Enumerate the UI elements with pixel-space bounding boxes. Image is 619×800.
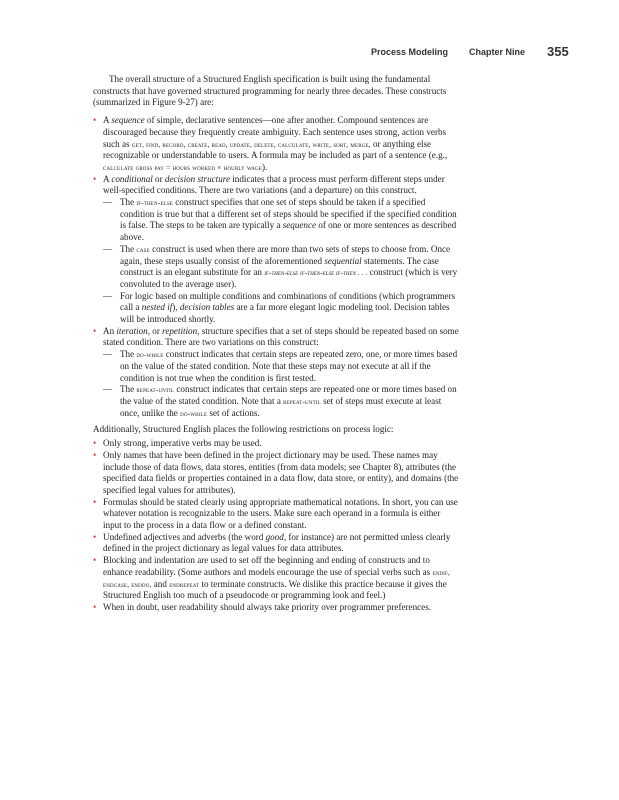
restriction-item: • Only strong, imperative verbs may be used. [93,438,459,450]
construct-iteration: • An iteration, or repetition, structure specifies that a set of steps should be repeated based on some stated condition. There are two variations on this construct: — The do-while construct indicates that certain steps are repeated zero, one, or more times based on the value of the stated condition. Note that these steps may not execute at all if the condition is not true when the condition is first tested. — The repeat-until construct indicates that certain steps are repeated one or more times based on the value of the stated condition. Note that a repeat-until set of steps must execute at least once, unlike the do-while set of actions. [93,326,459,420]
restrictions-list [93,438,459,614]
restriction-item: • When in doubt, user readability should always take priority over programmer preferences. [93,602,459,614]
construct-conditional: • A conditional or decision structure indicates that a process must perform different steps under well-specified conditions. There are two variations (and a departure) on this construct. — The if-then-else construct specifies that one set of steps should be taken if a specified condition is true but that a different set of steps should be specified if the specified condition is false. The steps to be taken are typically a sequence of one or more sentences as described above. — The case construct is used when there are more than two sets of steps to choose from. Once again, these steps usually consist of the aforementioned sequential statements. The case construct is an elegant substitute for an if-then-else if-then-else if-then . . . construct (which is very convoluted to the average user). — For logic based on multiple conditions and combinations of conditions (which programmers call a nested if), decision tables are a far more elegant logic modeling tool. Decision tables will be introduced shortly. [93,174,459,326]
page-number: 355 [547,44,569,59]
section-title: Process Modeling [371,47,449,57]
variation-case: — The case construct is used when there are more than two sets of steps to choose from. Once again, these steps usually consist of the aforementioned sequential statements. The case construct is an elegant substitute for an if-then-else if-then-else if-then . . . construct (which is very convoluted to the average user). [103,244,459,291]
variation-repeat-until: — The repeat-until construct indicates that certain steps are repeated one or more times based on the value of the stated condition. Note that a repeat-until set of steps must execute at least once, unlike the do-while set of actions. [103,384,459,419]
variation-do-while: — The do-while construct indicates that certain steps are repeated zero, one, or more times based on the value of the stated condition. Note that these steps may not execute at all if the condition is not true when the condition is first tested. [103,349,459,384]
restriction-item: • Formulas should be stated clearly using appropriate mathematical notations. In short, you can use whatever notation is recognizable to the users. Make sure each operand in a formula is either input to the process in a data flow or a defined constant. [93,497,459,532]
chapter-label: Chapter Nine [469,47,526,57]
example-formula: calculate gross pay = hours worked × hourly wage [103,162,262,172]
iteration-variations [103,349,459,419]
action-verbs: get, find, record, create, read, update, delete, calculate, write, sort, merge, [131,139,371,149]
page-body [93,74,459,614]
conditional-variations [103,197,459,326]
restriction-item: • Blocking and indentation are used to set off the beginning and ending of constructs and to enhance readability. (Some authors and models encourage the use of special verbs such as endif, endcase, enddo, and endrepeat to terminate constructs. We dislike this practice because it gives the Structured English too much of a pseudocode or programming look and feel.) [93,555,459,602]
restriction-item: • Undefined adjectives and adverbs (the word good, for instance) are not permitted unless clearly defined in the project dictionary as legal values for data attributes. [93,532,459,555]
constructs-list [93,115,459,419]
restriction-item: • Only names that have been defined in the project dictionary may be used. These names may include those of data flows, data stores, entities (from data models; see Chapter 8), attributes (the specified data fields or properties contained in a data flow, data store, or entity), and domains (the specified legal values for attributes). [93,450,459,497]
running-header [0,44,619,62]
variation-if-then-else: — The if-then-else construct specifies that one set of steps should be taken if a specified condition is true but that a different set of steps should be specified if the specified condition is false. The steps to be taken are typically a sequence of one or more sentences as described above. [103,197,459,244]
construct-sequence: • A sequence of simple, declarative sentences—one after another. Compound sentences are discouraged because they frequently create ambiguity. Each sentence uses strong, action verbs such as get, find, record, create, read, update, delete, calculate, write, sort, merge, or anything else recognizable or understandable to users. A formula may be included as part of a sentence (e.g., calculate gross pay = hours worked × hourly wage). [93,115,459,174]
variation-nested-if: — For logic based on multiple conditions and combinations of conditions (which programmers call a nested if), decision tables are a far more elegant logic modeling tool. Decision tables will be introduced shortly. [103,291,459,326]
restrictions-lead: Additionally, Structured English places the following restrictions on process logic: [93,424,394,435]
intro-paragraph: The overall structure of a Structured English specification is built using the fundamental constructs that have governed structured programming for nearly three decades. These constructs (summarized in Figure 9-27) are: [93,74,447,108]
